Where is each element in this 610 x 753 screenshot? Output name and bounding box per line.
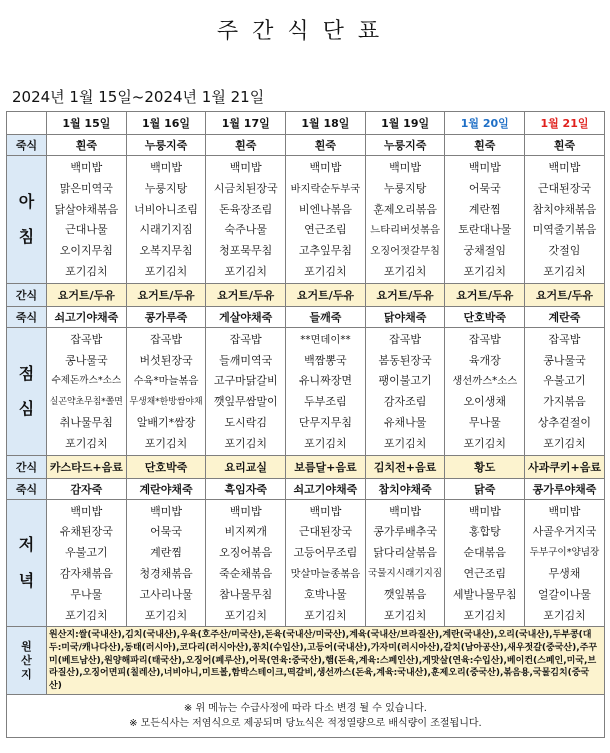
dish-item: 참나물무침 <box>219 587 273 601</box>
dinner-day-cell <box>365 499 445 627</box>
dish-item: 육개장 <box>468 353 501 367</box>
porridge-cell: 참치야채죽 <box>365 478 445 499</box>
dish-item: 닭다리살볶음 <box>373 546 437 560</box>
porridge-cell: 흰죽 <box>525 135 605 156</box>
dish-item: 포기김치 <box>463 436 507 450</box>
dish-item: 우불고기 <box>65 546 108 560</box>
dish-item: 감자조림 <box>383 395 427 409</box>
dinner-day-cell <box>126 499 206 627</box>
lunch-porridge-row <box>7 306 605 327</box>
dish-item: 백미밥 <box>229 504 262 518</box>
dish-item: 백미밥 <box>150 504 182 518</box>
porridge-label: 죽식 <box>7 306 47 327</box>
note-line: ※ 모든식사는 저염식으로 제공되며 당뇨식은 적정열량으로 배식량이 조절됩니다. <box>129 718 482 730</box>
dish-item: **면데이** <box>300 333 351 346</box>
breakfast-day-cell <box>525 156 605 284</box>
lunch-day-cell <box>206 327 286 455</box>
dinner-label-char: 저 <box>18 535 35 555</box>
dish-item: 백미밥 <box>389 161 422 174</box>
snack-cell: 요거트/두유 <box>206 283 286 306</box>
dish-item: 알배기*쌈장 <box>136 415 196 429</box>
snack-row-1 <box>7 283 605 306</box>
dish-item: 근대된장국 <box>298 525 352 539</box>
dish-item: 죽순채볶음 <box>219 566 273 580</box>
dish-item: 포기김치 <box>65 608 108 622</box>
origin-row <box>7 627 605 695</box>
origin-text: 원산지:쌀(국내산),김치(국내산),우육(호주산/미국산),돈육(국내산/미국산),계육(국내산/브라질산),계란(국내산),오리(국내산),두부콩(대두:미국/캐나다산),동태(러시아),코다리(러시아산),꽁치(수입산),고등어(국내산),가자미(러시아산),갈치(남아공산),새우젓갈(중국산),주꾸미(베트남산),원양해파리(태국산),오징어(페루산),어묵(연육:중국산),햄(돈육,계육:스페인산),게맛살(연육:수입산),베이컨(스페인,미국,브라질산),오징어면피(칠레산),너비아니,미트볼,함박스테이크,떡갈비,생선까스(돈육,계육:국내산),훈제오리(중국산),볶음용,국물김치(중국산) <box>47 627 605 695</box>
dish-item: 포기김치 <box>224 436 267 450</box>
dish-item: 잡곡밥 <box>229 332 262 346</box>
page-title: 주간식단표 <box>216 19 394 44</box>
dish-item: 어묵국 <box>468 181 501 195</box>
dish-item: 고사리나물 <box>139 587 193 601</box>
porridge-cell: 계란죽 <box>525 306 605 327</box>
weekly-menu-table <box>6 111 605 738</box>
dish-item: 단무지무침 <box>298 415 352 429</box>
dish-item: 포기김치 <box>304 608 347 622</box>
day-header-row <box>7 112 605 135</box>
dish-item: 잡곡밥 <box>389 332 422 346</box>
porridge-cell: 흰죽 <box>47 135 127 156</box>
dish-item: 가지볶음 <box>543 395 586 409</box>
dish-item: 들깨미역국 <box>219 353 273 367</box>
porridge-cell: 흰죽 <box>206 135 286 156</box>
dish-item: 버섯된장국 <box>139 353 193 367</box>
dish-item: 잡곡밥 <box>548 332 581 346</box>
dish-item: 참치야채볶음 <box>532 202 597 216</box>
dish-item: 포기김치 <box>304 264 347 278</box>
dish-item: 수제돈까스*소스 <box>51 375 122 387</box>
dish-item: 백미밥 <box>70 161 103 174</box>
dish-item: 오이생채 <box>463 395 507 409</box>
origin-label <box>7 627 47 695</box>
snack-cell: 요거트/두유 <box>525 283 605 306</box>
lunch-day-cell <box>126 327 206 455</box>
porridge-cell: 감자죽 <box>47 478 127 499</box>
dish-item: 오이지무침 <box>59 244 113 258</box>
dish-item: 포기김치 <box>463 608 507 622</box>
dish-item: 우불고기 <box>543 374 586 388</box>
dish-item: 백미밥 <box>309 504 342 518</box>
dish-item: 백미밥 <box>548 504 581 518</box>
dish-item: 근대나물 <box>65 223 108 237</box>
day-header: 1월 17일 <box>206 112 286 135</box>
breakfast-day-cell <box>286 156 366 284</box>
dish-item: 계란찜 <box>468 202 501 216</box>
snack-cell: 요거트/두유 <box>126 283 206 306</box>
snack-cell: 요거트/두유 <box>445 283 525 306</box>
porridge-cell: 콩가루죽 <box>126 306 206 327</box>
dinner-day-cell <box>445 499 525 627</box>
lunch-day-cell <box>525 327 605 455</box>
dish-item: 콩나물국 <box>65 353 108 367</box>
snack-cell: 요거트/두유 <box>47 283 127 306</box>
dish-item: 백미밥 <box>70 504 103 518</box>
dish-item: 포기김치 <box>543 436 586 450</box>
snack-cell: 사과쿠키+음료 <box>525 455 605 478</box>
snack-cell: 보름달+음료 <box>286 455 366 478</box>
day-header: 1월 16일 <box>126 112 206 135</box>
dish-item: 포기김치 <box>383 608 427 622</box>
dish-item: 맛살마늘종볶음 <box>290 567 361 580</box>
dish-item: 시래기지짐 <box>139 223 193 237</box>
dinner-label <box>7 499 47 627</box>
dinner-day-cell <box>47 499 127 627</box>
dish-item: 닭살야채볶음 <box>54 202 119 216</box>
snack-label: 간식 <box>7 455 47 478</box>
dish-item: 깻잎볶음 <box>383 587 427 601</box>
dish-item: 느타리버섯볶음 <box>370 224 440 237</box>
dish-item: 고등어무조림 <box>293 546 358 560</box>
dish-item: 근대된장국 <box>537 181 592 195</box>
dish-item: 백미밥 <box>468 161 501 174</box>
dish-item: 돈육장조림 <box>219 202 273 216</box>
dish-item: 청포묵무침 <box>219 244 273 258</box>
dish-item: 홍합탕 <box>468 525 501 539</box>
dish-item: 오징어볶음 <box>219 546 273 560</box>
dish-item: 바지락순두부국 <box>290 182 361 195</box>
dish-item: 훈제오리볶음 <box>373 202 437 216</box>
dish-item: 백미밥 <box>150 161 182 174</box>
dish-item: 포기김치 <box>224 264 267 278</box>
dish-item: 백미밥 <box>548 161 581 174</box>
dish-item: 백미밥 <box>389 504 422 518</box>
breakfast-dishes-row <box>7 156 605 284</box>
porridge-label: 죽식 <box>7 135 47 156</box>
dish-item: 백미밥 <box>468 504 501 518</box>
dish-item: 포기김치 <box>65 264 108 278</box>
dish-item: 청경채볶음 <box>139 566 193 580</box>
dish-item: 포기김치 <box>144 608 188 622</box>
dish-item: 누룽지탕 <box>383 181 427 195</box>
origin-label-char: 지 <box>21 667 32 681</box>
dish-item: 시금치된장국 <box>213 181 278 195</box>
porridge-cell: 닭야채죽 <box>365 306 445 327</box>
dish-item: 감자채볶음 <box>59 566 113 580</box>
breakfast-day-cell <box>206 156 286 284</box>
dish-item: 갓절임 <box>548 244 581 258</box>
dish-item: 포기김치 <box>543 264 586 278</box>
dish-item: 상추겉절이 <box>537 415 592 429</box>
dish-item: 실곤약초무침*쫄면 <box>49 397 123 408</box>
porridge-cell: 흰죽 <box>286 135 366 156</box>
porridge-cell: 게살야채죽 <box>206 306 286 327</box>
dish-item: 취나물무침 <box>59 415 113 429</box>
dish-item: 무생채 <box>548 566 581 580</box>
dish-item: 호박나물 <box>304 587 347 601</box>
note-line: ※ 위 메뉴는 수급사정에 따라 다소 변경 될 수 있습니다. <box>183 703 427 715</box>
dish-item: 고추잎무침 <box>298 244 352 258</box>
lunch-label-char: 심 <box>18 399 35 419</box>
dinner-day-cell <box>286 499 366 627</box>
day-header: 1월 18일 <box>286 112 366 135</box>
breakfast-label <box>7 156 47 284</box>
dish-item: 토란대나물 <box>458 223 512 237</box>
porridge-cell: 계란야채죽 <box>126 478 206 499</box>
porridge-cell: 단호박죽 <box>445 306 525 327</box>
dish-item: 봄동된장국 <box>378 353 432 367</box>
lunch-day-cell <box>47 327 127 455</box>
dish-item: 비지찌개 <box>224 525 267 539</box>
dish-item: 계란찜 <box>150 546 182 560</box>
snack-cell: 김치전+음료 <box>365 455 445 478</box>
dish-item: 맑은미역국 <box>59 181 113 195</box>
dish-item: 포기김치 <box>144 264 188 278</box>
dish-item: 포기김치 <box>224 608 267 622</box>
snack-cell: 단호박죽 <box>126 455 206 478</box>
dish-item: 오복지무침 <box>139 244 193 258</box>
porridge-label: 죽식 <box>7 478 47 499</box>
dinner-porridge-row <box>7 478 605 499</box>
lunch-label <box>7 327 47 455</box>
dish-item: 연근조림 <box>304 223 347 237</box>
dish-item: 백짬뽕국 <box>304 353 347 367</box>
dish-item: 잡곡밥 <box>468 332 501 346</box>
snack-cell: 카스타드+음료 <box>47 455 127 478</box>
dish-item: 세발나물무침 <box>452 587 517 601</box>
dish-item: 오징어젓갈무침 <box>370 245 440 258</box>
dish-item: 깻잎무쌈말이 <box>213 395 278 409</box>
dish-item: 포기김치 <box>65 436 108 450</box>
dish-item: 잡곡밥 <box>150 332 182 346</box>
menu-period: 2024년 1월 15일~2024년 1월 21일 <box>12 88 265 106</box>
snack-row-2 <box>7 455 605 478</box>
origin-label-char: 산 <box>21 653 32 667</box>
breakfast-label-char: 침 <box>18 227 35 247</box>
dish-item: 국물지시래기지짐 <box>368 567 443 579</box>
dish-item: 연근조림 <box>463 566 507 580</box>
lunch-day-cell <box>365 327 445 455</box>
dish-item: 두부조림 <box>304 395 347 409</box>
origin-label-char: 원 <box>21 640 32 654</box>
dish-item: 미역줄기볶음 <box>532 223 597 237</box>
porridge-cell: 흑임자죽 <box>206 478 286 499</box>
dish-item: 순대볶음 <box>463 546 507 560</box>
breakfast-label-char: 아 <box>18 191 35 211</box>
day-header: 1월 20일 <box>445 112 525 135</box>
dish-item: 포기김치 <box>383 264 427 278</box>
snack-cell: 요거트/두유 <box>286 283 366 306</box>
notes-cell <box>7 695 605 738</box>
breakfast-day-cell <box>365 156 445 284</box>
dish-item: 잡곡밥 <box>70 332 103 346</box>
dish-item: 무나물 <box>468 415 501 429</box>
breakfast-day-cell <box>445 156 525 284</box>
dish-item: 콩나물국 <box>543 353 586 367</box>
dish-item: 백미밥 <box>309 161 342 174</box>
day-header: 1월 15일 <box>47 112 127 135</box>
dish-item: 포기김치 <box>144 436 188 450</box>
dish-item: 포기김치 <box>543 608 586 622</box>
porridge-cell: 콩가루야채죽 <box>525 478 605 499</box>
lunch-day-cell <box>286 327 366 455</box>
dish-item: 포기김치 <box>463 264 507 278</box>
dish-item: 수육*마늘볶음 <box>133 375 199 388</box>
dish-item: 포기김치 <box>383 436 427 450</box>
breakfast-day-cell <box>47 156 127 284</box>
dish-item: 너비아니조림 <box>134 202 198 216</box>
porridge-cell: 쇠고기야채죽 <box>286 478 366 499</box>
lunch-dishes-row <box>7 327 605 455</box>
dish-item: 콩가루배추국 <box>373 525 437 539</box>
dish-item: 포기김치 <box>304 436 347 450</box>
dish-item: 고구마닭갈비 <box>213 374 278 388</box>
snack-label: 간식 <box>7 283 47 306</box>
dish-item: 사골우거지국 <box>532 525 597 539</box>
header-corner <box>7 112 47 135</box>
dish-item: 어묵국 <box>150 525 182 539</box>
dinner-dishes-row <box>7 499 605 627</box>
dish-item: 누룽지탕 <box>144 181 188 195</box>
dish-item: 숙주나물 <box>224 223 267 237</box>
lunch-day-cell <box>445 327 525 455</box>
dish-item: 유니짜장면 <box>298 374 352 388</box>
dish-item: 두부구이*양념장 <box>529 547 600 559</box>
dish-item: 팽이불고기 <box>378 374 432 388</box>
dish-item: 무생채*한방쌈야채 <box>129 397 203 408</box>
porridge-cell: 누룽지죽 <box>126 135 206 156</box>
porridge-cell: 누룽지죽 <box>365 135 445 156</box>
snack-cell: 황도 <box>445 455 525 478</box>
lunch-label-char: 점 <box>18 363 35 383</box>
breakfast-porridge-row <box>7 135 605 156</box>
breakfast-day-cell <box>126 156 206 284</box>
dinner-label-char: 녁 <box>18 570 35 590</box>
dish-item: 비엔나볶음 <box>298 202 352 216</box>
porridge-cell: 들깨죽 <box>286 306 366 327</box>
dish-item: 무나물 <box>70 587 103 601</box>
dish-item: 도시락김 <box>224 415 267 429</box>
dish-item: 유채나물 <box>383 415 427 429</box>
snack-cell: 요리교실 <box>206 455 286 478</box>
dish-item: 생선까스*소스 <box>452 375 518 388</box>
porridge-cell: 쇠고기야채죽 <box>47 306 127 327</box>
dish-item: 백미밥 <box>229 161 262 174</box>
porridge-cell: 흰죽 <box>445 135 525 156</box>
dish-item: 유채된장국 <box>59 525 113 539</box>
day-header: 1월 21일 <box>525 112 605 135</box>
day-header: 1월 19일 <box>365 112 445 135</box>
dinner-day-cell <box>525 499 605 627</box>
notes-row <box>7 695 605 738</box>
porridge-cell: 닭죽 <box>445 478 525 499</box>
dish-item: 얼갈이나물 <box>537 587 592 601</box>
dish-item: 궁채절임 <box>463 244 507 258</box>
snack-cell: 요거트/두유 <box>365 283 445 306</box>
dinner-day-cell <box>206 499 286 627</box>
